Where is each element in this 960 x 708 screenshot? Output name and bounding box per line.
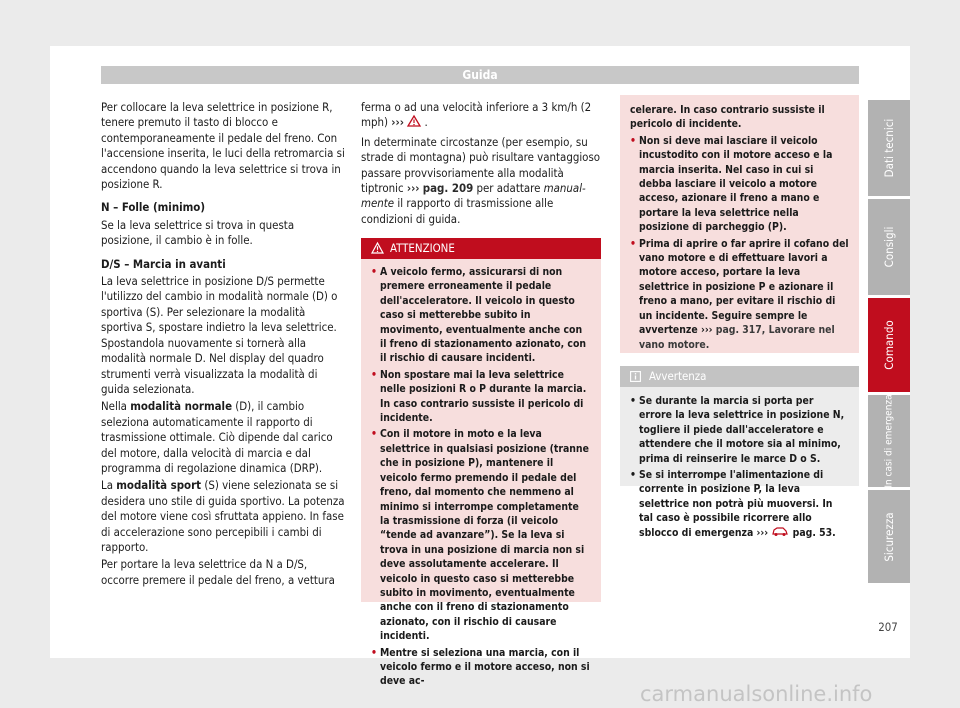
watermark: carmanualsonline.info — [640, 682, 873, 706]
text: La — [101, 478, 117, 493]
text: Se durante la marcia si porta per errore la leva selettrice in posizione N, togliere il piede dall'acceleratore e attendere che il motore sia al minimo, prima di reinserire le marce D o S. — [639, 395, 845, 465]
bullet: • — [630, 134, 636, 147]
warning-list-continued — [630, 134, 849, 352]
warning-item — [630, 237, 849, 352]
bullet: • — [371, 646, 377, 659]
tab-dati-tecnici[interactable] — [868, 100, 910, 196]
warning-item — [371, 265, 591, 366]
tab-comando[interactable] — [868, 298, 910, 392]
warning-item — [371, 646, 591, 689]
text: A veicolo fermo, assicurarsi di non premere erroneamente il pedale dell'acceleratore. Il veicolo in questo caso si metterebbe subito in movimento, eventualmente anche con il freno di stazionamento azionato, con il rischio di causare incidenti. — [380, 266, 587, 365]
bullet: • — [630, 395, 636, 407]
text: Nella — [101, 399, 131, 414]
warning-item — [630, 134, 849, 235]
reference-page[interactable]: pag. 317, Lavorare nel vano motore. — [639, 324, 835, 351]
text: il rapporto di trasmissione alle condizioni di guida. — [361, 196, 554, 226]
text: (D), il cambio seleziona automaticamente il rapporto di trasmissione ottimale. Ciò dipende dal carico del motore, dalla velocità di marcia e dal programma di regolazione dinamica (DRP). — [101, 399, 333, 475]
info-icon — [630, 371, 641, 382]
reference-page[interactable]: pag. 209 — [422, 181, 474, 196]
term-normal-mode: modalità normale — [130, 399, 233, 414]
warning-body-continued — [620, 95, 859, 352]
tab-label: Dati tecnici — [882, 118, 896, 178]
text: Prima di aprire o far aprire il cofano del vano motore e di effettuare lavori a motore acceso, portare la leva selettrice in posizione P e azionare il freno a mano, per evitare il rischio di un incidente. Seguire sempre le avvertenze — [639, 237, 849, 337]
warning-body — [361, 259, 601, 689]
warning-continued-text: celerare. In caso contrario sussiste il pericolo di incidente. — [630, 104, 825, 131]
note-header — [620, 366, 859, 387]
paragraph-normal-mode — [101, 399, 345, 476]
reference-arrow[interactable]: ››› — [700, 324, 713, 337]
warning-list — [371, 265, 591, 689]
bullet: • — [371, 428, 377, 441]
warning-item — [371, 427, 591, 643]
text: Non spostare mai la leva selettrice nelle posizioni R o P durante la marcia. In caso contrario sussiste il pericolo di incidente. — [380, 368, 587, 425]
paragraph-sport-mode — [101, 478, 345, 555]
note-body — [620, 387, 859, 540]
bullet: • — [371, 266, 377, 278]
bullet: • — [371, 368, 377, 381]
warning-triangle-icon — [371, 242, 384, 254]
text: ferma o ad una velocità inferiore a 3 km/h (2 mph) — [361, 100, 592, 130]
text: Se si interrompe l'alimentazione di corrente in posizione P, la leva selettrice non potrà più muoversi. In tal caso è possibile ricorrere allo sblocco di emergenza — [639, 469, 833, 539]
note-box — [620, 366, 859, 539]
note-item — [630, 394, 849, 466]
warning-item — [371, 368, 591, 426]
reference-arrow[interactable]: ››› — [756, 526, 769, 539]
tab-consigli[interactable] — [868, 199, 910, 295]
text: per adattare — [473, 181, 544, 196]
section-header: Guida — [101, 66, 859, 84]
text: Non si deve mai lasciare il veicolo incustodito con il motore acceso e la marcia inserita. Nel caso in cui si debba lasciare il veicolo a motore acceso, azionare il freno a mano e portare la leva selettrice nella posizione di parcheggio (P). — [639, 134, 833, 234]
paragraph-neutral: Se la leva selettrice si trova in questa posizione, il cambio è in folle. — [101, 217, 295, 248]
text: In determinate circostanze (per esempio, su strade di montagna) può risultare vantaggioso passare provvisoriamente alla modalità tiptronic — [361, 134, 601, 196]
paragraph-tiptronic — [361, 135, 601, 227]
paragraph-drive: La leva selettrice in posizione D/S permette l'utilizzo del cambio in modalità normale (D) o sportiva (S). Per selezionare la modalità sportiva S, spostare indietro la leva selettrice. Spostandola nuovamente si tornerà alla modalità normale D. Nel display del quadro strumenti verrà visualizzata la modalità di guida selezionata. — [101, 274, 338, 396]
text: . — [424, 115, 428, 130]
page-number: 207 — [878, 620, 898, 634]
tab-label: In casi di emergenza — [883, 394, 895, 488]
text: (S) viene selezionata se si desidera uno stile di guida sportivo. La potenza del motore viene così sfruttata appieno. In fase di accelerazione sono percepibili i cambi di rapporto. — [101, 478, 345, 554]
reference-arrow[interactable]: ››› — [406, 181, 420, 196]
warning-triangle-icon[interactable] — [407, 115, 421, 127]
heading-neutral: N – Folle (minimo) — [101, 200, 206, 215]
note-title: Avvertenza — [649, 369, 707, 383]
note-list — [630, 394, 849, 540]
reference-page[interactable]: pag. 53. — [792, 526, 836, 539]
paragraph-speed — [361, 100, 601, 131]
tab-sicurezza[interactable] — [868, 490, 910, 583]
term-sport-mode: modalità sport — [116, 478, 202, 493]
column-left — [101, 100, 345, 596]
text: Con il motore in moto e la leva selettrice in qualsiasi posizione (tranne che in posizione P), mantenere il veicolo fermo premendo il pedale del freno, dal momento che nemmeno al minimo si interrompe completamente la trasmissione di forza (il veicolo “tende ad avanzare”). Se la leva si trova in una posizione di marcia non si deve assolutamente accelerare. Il veicolo in questo caso si metterebbe subito in movimento, eventualmente anche con il freno di stazionamento azionato, con il rischio di causare incidenti. — [380, 428, 589, 643]
note-item — [630, 468, 849, 540]
warning-box-continued — [620, 95, 859, 353]
bullet: • — [630, 469, 636, 482]
tab-casi-di-emergenza[interactable] — [868, 395, 910, 487]
bullet: • — [630, 237, 636, 250]
heading-drive: D/S – Marcia in avanti — [101, 256, 226, 271]
column-middle — [361, 100, 601, 235]
tab-label: Consigli — [882, 226, 896, 268]
reference-arrow[interactable]: ››› — [391, 115, 404, 130]
paragraph-reverse: Per collocare la leva selettrice in posizione R, tenere premuto il tasto di blocco e contemporaneamente il pedale del freno. Con l'accensione inserita, le luci della retromarcia si accendono quando la leva selettrice si trova in posizione R. — [101, 100, 345, 192]
text: Mentre si seleziona una marcia, con il veicolo fermo e il motore acceso, non si deve ac- — [380, 646, 590, 688]
tab-label: Sicurezza — [882, 511, 896, 562]
warning-box — [361, 238, 601, 688]
emergency-car-icon[interactable] — [771, 526, 789, 537]
warning-header — [361, 238, 601, 259]
paragraph-shift: Per portare la leva selettrice da N a D/S, occorre premere il pedale del freno, a vettura — [101, 557, 335, 587]
warning-title: ATTENZIONE — [390, 241, 455, 255]
text-italic: manual-mente — [361, 181, 586, 211]
tab-label: Comando — [882, 320, 896, 370]
